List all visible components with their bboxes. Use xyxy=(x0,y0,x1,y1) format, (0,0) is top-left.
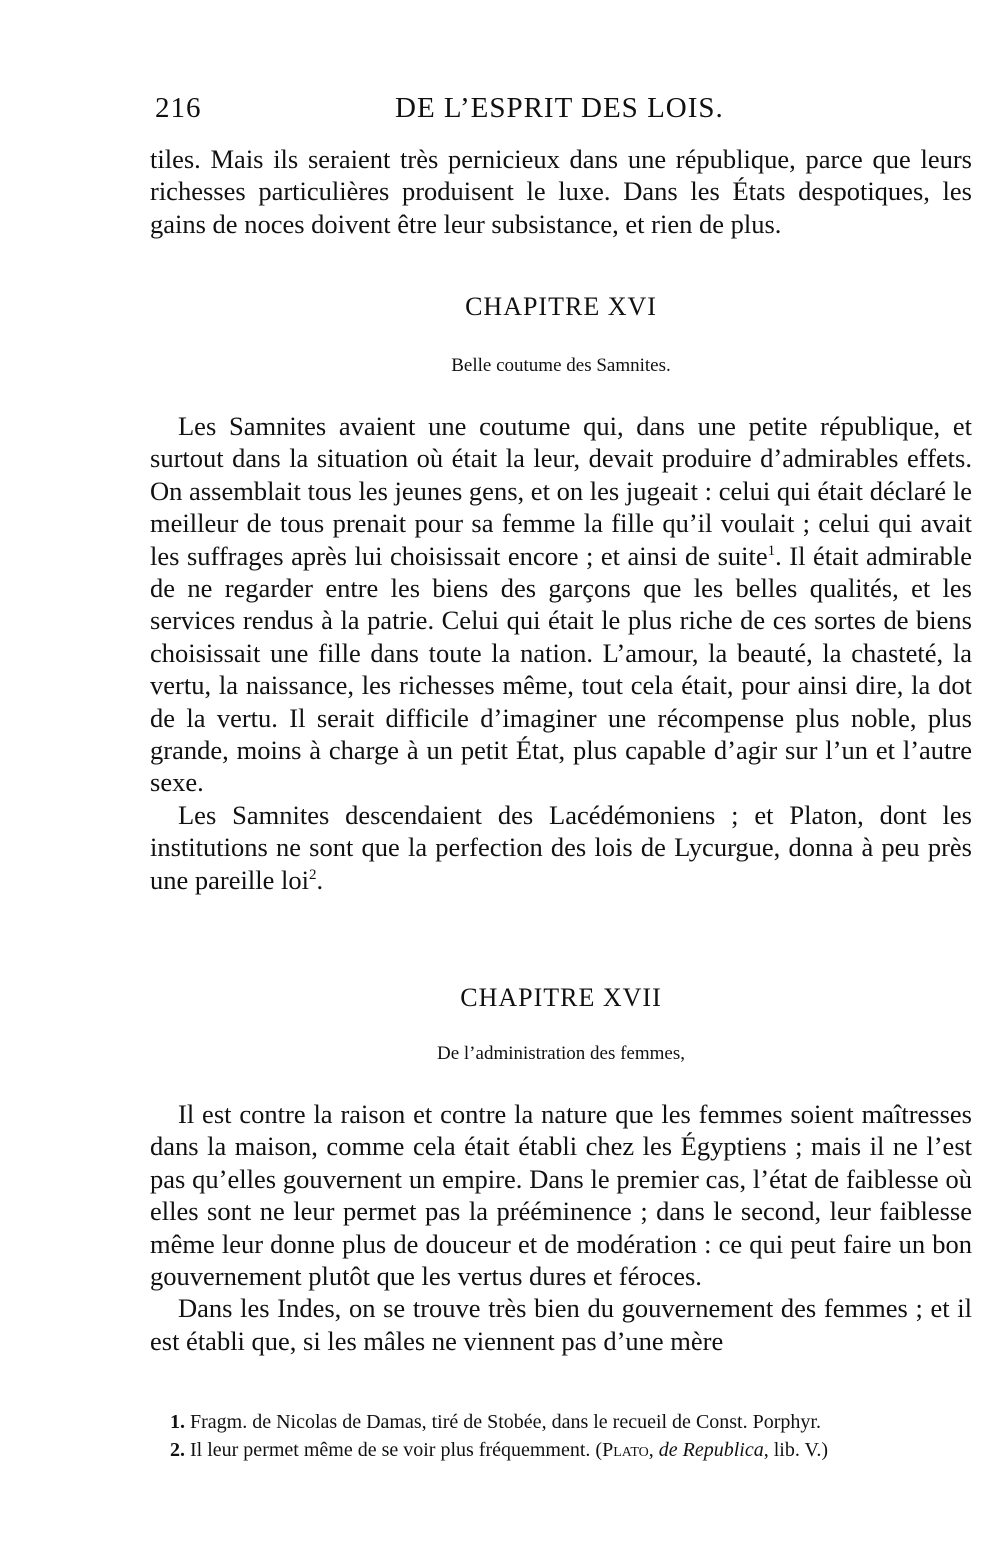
footnotes xyxy=(150,1408,972,1464)
running-title: DE L’ESPRIT DES LOIS. xyxy=(395,92,724,124)
chapter-16-p1-text: Les Samnites avaient une coutume qui, dans une petite république, et surtout dans la situation où était la leur, devait produire d’admirables effets. On assemblait tous les jeunes gens, et on les jugeait : celui qui était déclaré le meilleur de tous prenait pour sa femme la fille qu’il voulait ; celui qui avait les suffrages après lui choisissait encore ; et ainsi de suite xyxy=(150,411,972,571)
footnote-2-sep: , xyxy=(648,1439,659,1461)
footnote-ref-2: 2 xyxy=(308,866,317,883)
footnote-2-text: Il leur permet même de se voir plus fréquemment. ( xyxy=(190,1439,603,1461)
footnote-1 xyxy=(150,1408,972,1436)
chapter-16-paragraph-2 xyxy=(150,799,972,896)
page-number: 216 xyxy=(155,92,202,124)
chapter-17-title: CHAPITRE XVII xyxy=(460,983,662,1012)
footnote-2-author: Plato xyxy=(602,1439,649,1461)
carryover-paragraph: tiles. Mais ils seraient très pernicieux dans une république, parce que leurs richesses particulières produisent le luxe. Dans les États despotiques, les gains de noces doivent être leur subsistance, et rien de plus. xyxy=(150,144,972,239)
footnote-2-end: , lib. V.) xyxy=(763,1439,828,1461)
chapter-16-subtitle: Belle coutume des Samnites. xyxy=(451,355,671,376)
footnote-2-work: de Republica xyxy=(658,1439,764,1461)
footnote-1-text: Fragm. de Nicolas de Damas, tiré de Stobée, dans le recueil de Const. Porphyr. xyxy=(190,1411,821,1433)
carryover-block xyxy=(150,143,972,240)
chapter-16-title: CHAPITRE XVI xyxy=(465,292,657,321)
chapter-17-paragraph-2: Dans les Indes, on se trouve très bien du gouvernement des femmes ; et il est établi que, si les mâles ne viennent pas d’une mère xyxy=(150,1293,972,1356)
chapter-17-body xyxy=(150,1098,972,1357)
footnote-1-number: 1. xyxy=(170,1411,185,1433)
chapter-16-p1-rest: . Il était admirable de ne regarder entre les biens des garçons que les belles qualités, et les services rendus à la patrie. Celui qui était le plus riche de ces sortes de biens choisissait une fille dans toute la nation. L’amour, la beauté, la chasteté, la vertu, la naissance, les richesses même, tout cela était, pour ainsi dire, la dot de la vertu. Il serait difficile d’imaginer une récompense plus noble, plus grande, moins à charge à un petit État, plus capable d’agir sur l’un et l’autre sexe. xyxy=(150,540,973,798)
chapter-16-body xyxy=(150,410,972,896)
chapter-16-p2-text: Les Samnites descendaient des Lacédémoniens ; et Platon, dont les institutions ne sont que la perfection des lois de Lycurgue, donna à peu près une pareille loi xyxy=(150,799,972,895)
footnote-2 xyxy=(150,1436,972,1464)
chapter-17-paragraph-1: Il est contre la raison et contre la nature que les femmes soient maîtresses dans la maison, comme cela était établi chez les Égyptiens ; mais il ne l’est pas qu’elles gouvernent un empire. Dans le premier cas, l’état de faiblesse où elles sont ne leur permet pas la prééminence ; dans le second, leur faiblesse même leur donne plus de douceur et de modération : ce qui peut faire un bon gouvernement plutôt que les vertus dures et féroces. xyxy=(150,1099,972,1292)
chapter-17-subtitle: De l’administration des femmes, xyxy=(437,1043,685,1064)
chapter-16-paragraph-1 xyxy=(150,410,972,799)
page-header xyxy=(155,92,975,132)
chapter-16-p2-end: . xyxy=(316,864,324,895)
footnote-2-number: 2. xyxy=(170,1439,185,1461)
footnote-ref-1: 1 xyxy=(767,542,776,559)
